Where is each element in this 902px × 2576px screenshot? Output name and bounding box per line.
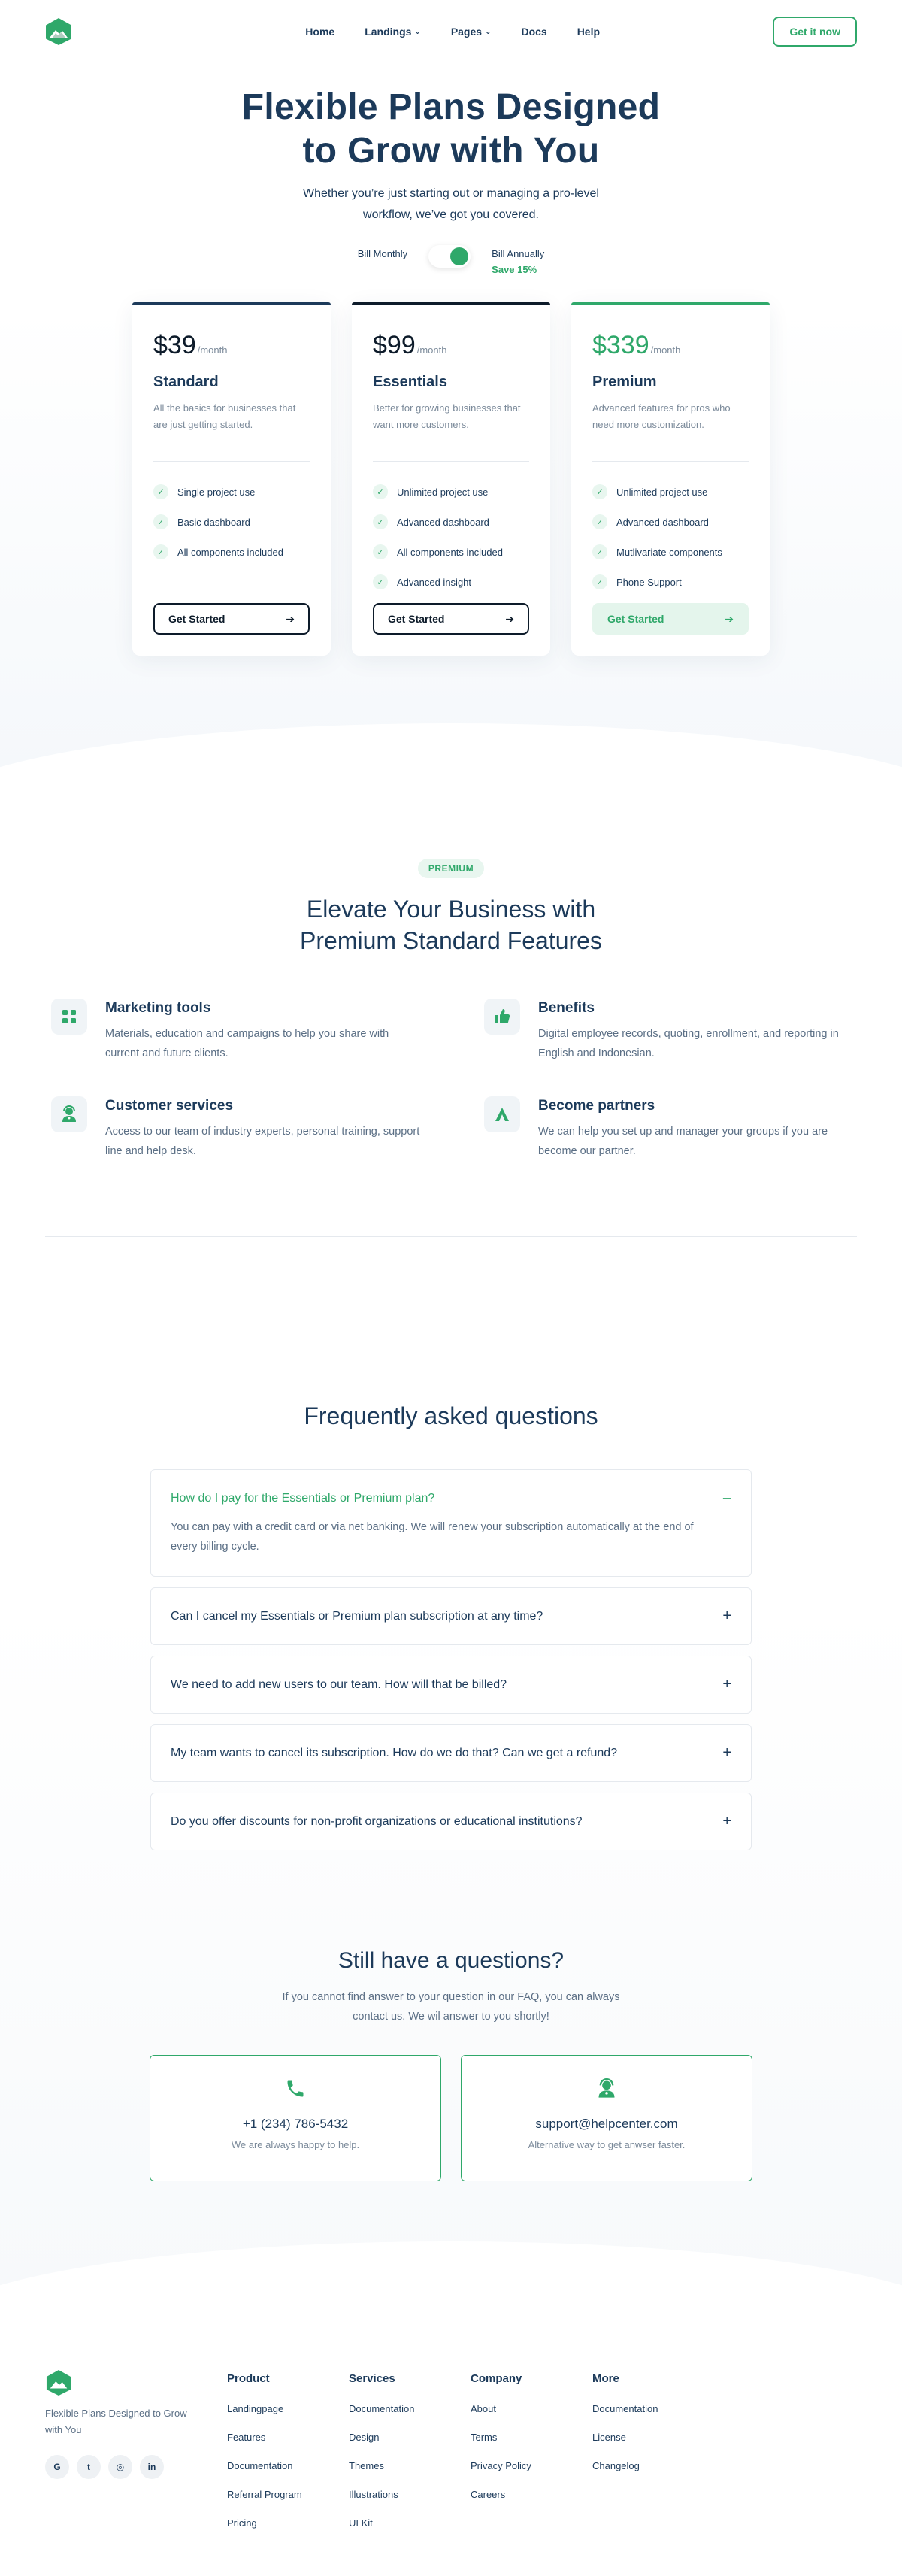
premium-pill: PREMIUM (418, 859, 484, 878)
feature-label: Basic dashboard (177, 516, 250, 528)
footer-link[interactable]: Changelog (592, 2460, 640, 2471)
title-line: to Grow with You (302, 131, 600, 171)
save-badge: Save 15% (492, 264, 537, 275)
feature-item (51, 999, 424, 1063)
plan-feature (592, 477, 749, 507)
footer-link[interactable]: About (471, 2403, 496, 2414)
plan-description: Better for growing businesses that want more customers. (373, 400, 529, 462)
faq-question-text: My team wants to cancel its subscription. How do we do that? Can we get a refund? (171, 1746, 618, 1759)
footer-links (592, 2403, 714, 2489)
footer-link[interactable]: Documentation (592, 2403, 658, 2414)
footer-link[interactable]: Privacy Policy (471, 2460, 531, 2471)
section-curve (0, 2241, 902, 2332)
footer-link[interactable]: Terms (471, 2432, 498, 2443)
footer-column-title: More (592, 2372, 619, 2385)
plan-feature (153, 507, 310, 537)
chevron-down-icon: ⌄ (485, 27, 492, 36)
faq-question (171, 1676, 731, 1693)
feature-label: Advanced dashboard (616, 516, 709, 528)
faq-item[interactable] (150, 1587, 752, 1645)
plan-description: All the basics for businesses that are just getting started. (153, 400, 310, 462)
plan-description: Advanced features for pros who need more customization. (592, 400, 749, 462)
instagram-icon[interactable]: ◎ (108, 2455, 132, 2479)
section-curve (0, 723, 902, 814)
price-amount: $39 (153, 331, 196, 359)
phone-note: We are always happy to help. (231, 2139, 360, 2150)
footer-column-title: Company (471, 2372, 522, 2385)
features-section (0, 768, 902, 1312)
check-icon: ✓ (592, 484, 607, 499)
nav-link-landings[interactable] (365, 26, 421, 38)
plan-card-essentials (352, 302, 550, 656)
feature-label: Advanced dashboard (397, 516, 489, 528)
arrow-right-icon: ➔ (725, 612, 734, 625)
bill-monthly-label: Bill Monthly (357, 248, 408, 259)
feature-label: All components included (397, 546, 503, 558)
phone-contact-card[interactable] (150, 2055, 441, 2181)
plan-card-premium (571, 302, 770, 656)
email-note: Alternative way to get anwser faster. (528, 2139, 686, 2150)
feature-label: Unlimited project use (397, 486, 489, 498)
plan-feature-list (373, 477, 529, 597)
arrow-right-icon: ➔ (505, 612, 514, 625)
footer-link[interactable]: Features (227, 2432, 266, 2443)
footer-link[interactable]: License (592, 2432, 626, 2443)
footer-links (227, 2403, 349, 2546)
footer-column-title: Product (227, 2372, 270, 2385)
social-links (45, 2455, 227, 2479)
footer-link[interactable]: Referral Program (227, 2489, 302, 2500)
faq-question-text: We need to add new users to our team. How will that be billed? (171, 1677, 507, 1691)
nav-link-pages[interactable] (451, 26, 492, 38)
google-icon[interactable]: G (45, 2455, 69, 2479)
feature-title: Customer services (105, 1098, 234, 1114)
faq-question (171, 1608, 731, 1625)
faq-answer: You can pay with a credit card or via net banking. We will renew your subscription automatically at the end of every billing cycle. (171, 1521, 694, 1553)
arrow-right-icon: ➔ (286, 612, 295, 625)
plan-feature (592, 537, 749, 567)
footer-link[interactable]: Documentation (349, 2403, 415, 2414)
feature-description: We can help you set up and manager your groups if you are become our partner. (538, 1126, 828, 1157)
faq-item[interactable] (150, 1656, 752, 1714)
faq-question-text: Can I cancel my Essentials or Premium plan subscription at any time? (171, 1609, 543, 1623)
support-email: support@helpcenter.com (535, 2117, 678, 2131)
contact-subtitle (45, 1987, 857, 2026)
linkedin-icon[interactable]: in (140, 2455, 164, 2479)
button-label: Get Started (607, 613, 664, 625)
footer-tagline: Flexible Plans Designed to Grow with You (45, 2408, 187, 2435)
nav-link-home[interactable] (305, 26, 334, 38)
nav-link-label: Docs (521, 26, 547, 38)
grid-icon (51, 999, 87, 1035)
bill-annually-label (492, 245, 544, 275)
faq-question (171, 1490, 731, 1507)
feature-item (51, 1096, 424, 1161)
price-period: /month (650, 344, 681, 356)
feature-description: Digital employee records, quoting, enrollment, and reporting in English and Indonesian. (538, 1028, 839, 1059)
button-label: Get Started (168, 613, 226, 625)
plan-top-border (352, 302, 550, 305)
check-icon: ✓ (592, 544, 607, 559)
thumbs-up-icon (484, 999, 520, 1035)
plan-name: Essentials (373, 374, 447, 390)
features-title (45, 893, 857, 956)
footer-grid (45, 2369, 857, 2546)
footer-link[interactable]: Careers (471, 2489, 506, 2500)
contact-title: Still have a questions? (337, 1948, 565, 1973)
feature-label: Unlimited project use (616, 486, 708, 498)
nav-links (305, 26, 600, 38)
mountain-logo-icon[interactable] (45, 18, 72, 45)
bill-annually-text: Bill Annually (492, 248, 545, 259)
phone-number: +1 (234) 786-5432 (242, 2117, 349, 2131)
plan-price (592, 331, 749, 360)
partners-a-icon (484, 1096, 520, 1132)
subtitle-line: contact us. We wil answer to you shortly! (353, 2011, 549, 2023)
subtitle-line: Whether you’re just starting out or managing a pro-level (303, 187, 599, 200)
feature-label: All components included (177, 546, 283, 558)
footer-column-services (349, 2369, 471, 2546)
footer-link[interactable]: Illustrations (349, 2489, 398, 2500)
plan-feature (373, 507, 529, 537)
check-icon: ✓ (373, 574, 388, 589)
feature-title: Marketing tools (105, 1000, 211, 1016)
price-amount: $339 (592, 331, 649, 359)
footer-column-more (592, 2369, 714, 2546)
check-icon: ✓ (153, 514, 168, 529)
plan-feature-list (153, 477, 310, 567)
check-icon: ✓ (153, 544, 168, 559)
title-line: Elevate Your Business with (306, 896, 596, 923)
feature-item (484, 1096, 857, 1161)
support-agent-icon (462, 2078, 752, 2103)
plan-feature-list (592, 477, 749, 597)
features-grid (45, 999, 857, 1161)
feature-label: Single project use (177, 486, 256, 498)
faq-list (150, 1469, 752, 1850)
faq-section (0, 1312, 902, 2287)
footer-link[interactable]: Pricing (227, 2517, 257, 2529)
phone-icon (150, 2078, 440, 2103)
faq-item[interactable] (150, 1793, 752, 1850)
toggle-knob (450, 247, 468, 265)
mountain-logo-icon[interactable] (45, 2369, 72, 2396)
price-amount: $99 (373, 331, 416, 359)
nav-link-help[interactable] (577, 26, 600, 38)
plan-feature (373, 537, 529, 567)
hero-subtitle (45, 183, 857, 226)
plus-icon: + (722, 1608, 731, 1624)
footer-column-product (227, 2369, 349, 2546)
plan-feature (153, 537, 310, 567)
support-agent-icon (51, 1096, 87, 1132)
button-label: Get Started (388, 613, 445, 625)
plan-feature (592, 507, 749, 537)
price-period: /month (416, 344, 447, 356)
billing-toggle[interactable] (428, 245, 471, 268)
footer-column-title: Services (349, 2372, 395, 2385)
title-line: Premium Standard Features (300, 927, 602, 954)
plan-feature (153, 477, 310, 507)
top-nav (45, 0, 857, 63)
faq-question (171, 1744, 731, 1762)
nav-link-docs[interactable] (521, 26, 546, 38)
get-it-now-button[interactable]: Get it now (773, 17, 857, 47)
page-title (45, 86, 857, 173)
plan-top-border (571, 302, 770, 305)
check-icon: ✓ (153, 484, 168, 499)
email-contact-card[interactable] (461, 2055, 752, 2181)
feature-label: Advanced insight (397, 576, 472, 588)
subtitle-line: workflow, we’ve got you covered. (363, 208, 539, 221)
plan-card-standard (132, 302, 331, 656)
plan-price (153, 331, 310, 360)
price-period: /month (197, 344, 228, 356)
nav-link-label: Help (577, 26, 601, 38)
hero-section (0, 0, 902, 768)
footer-link[interactable]: UI Kit (349, 2517, 373, 2529)
plus-icon: + (722, 1676, 731, 1693)
footer-brand (45, 2369, 227, 2546)
check-icon: ✓ (373, 544, 388, 559)
chevron-down-icon: ⌄ (414, 27, 421, 36)
check-icon: ✓ (373, 484, 388, 499)
billing-toggle-row (45, 245, 857, 275)
plan-name: Standard (153, 374, 219, 390)
feature-label: Mutlivariate components (616, 546, 722, 558)
feature-label: Phone Support (616, 576, 682, 588)
plus-icon: + (722, 1813, 731, 1829)
title-line: Flexible Plans Designed (241, 87, 661, 127)
faq-question-text: How do I pay for the Essentials or Premium plan? (171, 1491, 435, 1505)
minus-icon: – (722, 1490, 731, 1506)
feature-description: Access to our team of industry experts, personal training, support line and help desk. (105, 1126, 420, 1157)
footer-column-company (471, 2369, 592, 2546)
feature-item (484, 999, 857, 1063)
check-icon: ✓ (592, 574, 607, 589)
nav-link-label: Home (305, 26, 335, 38)
footer-links (349, 2403, 471, 2546)
feature-title: Become partners (538, 1098, 655, 1114)
twitter-icon[interactable]: t (77, 2455, 101, 2479)
plan-feature (592, 567, 749, 597)
get-started-button[interactable] (153, 603, 310, 635)
faq-question (171, 1813, 731, 1830)
plan-name: Premium (592, 374, 657, 390)
get-started-button[interactable] (592, 603, 749, 635)
check-icon: ✓ (373, 514, 388, 529)
contact-section (45, 1948, 857, 2181)
footer-link[interactable]: Documentation (227, 2460, 293, 2471)
plan-top-border (132, 302, 331, 305)
footer-link[interactable]: Landingpage (227, 2403, 284, 2414)
faq-item[interactable] (150, 1469, 752, 1577)
footer-link[interactable]: Themes (349, 2460, 384, 2471)
plan-feature (373, 477, 529, 507)
feature-title: Benefits (538, 1000, 595, 1016)
plan-feature (373, 567, 529, 597)
plus-icon: + (722, 1744, 731, 1761)
check-icon: ✓ (592, 514, 607, 529)
faq-title: Frequently asked questions (304, 1402, 598, 1429)
get-started-button[interactable] (373, 603, 529, 635)
footer-link[interactable]: Design (349, 2432, 380, 2443)
faq-item[interactable] (150, 1724, 752, 1782)
faq-question-text: Do you offer discounts for non-profit organizations or educational institutions? (171, 1814, 583, 1828)
footer-links (471, 2403, 592, 2517)
pricing-plans (45, 302, 857, 656)
nav-link-label: Landings (365, 26, 412, 38)
subtitle-line: If you cannot find answer to your question in our FAQ, you can always (282, 1991, 620, 2003)
section-divider (45, 1236, 857, 1237)
plan-price (373, 331, 529, 360)
nav-link-label: Pages (450, 26, 483, 38)
feature-description: Materials, education and campaigns to help you share with current and future clients. (105, 1028, 389, 1059)
contact-cards (45, 2055, 857, 2181)
